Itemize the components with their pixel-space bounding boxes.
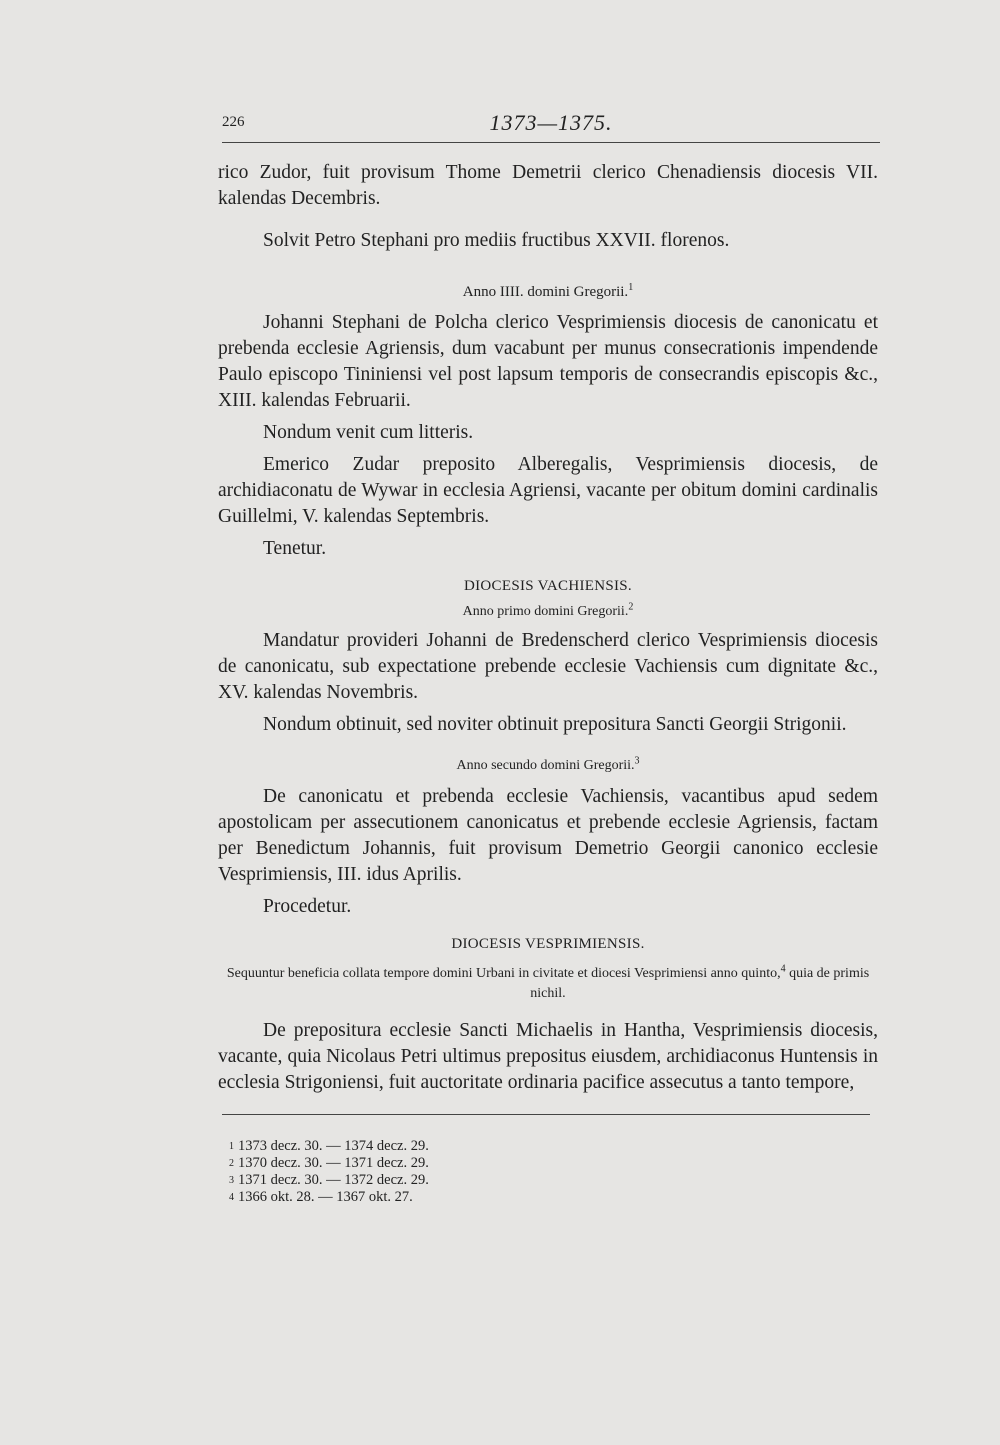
page-number: 226 [222,114,245,130]
section-note [218,964,878,1004]
paragraph: Mandatur provideri Johanni de Bredenscherd clerico Vesprimiensis diocesis de canonicatu, sub expectatione prebende ecclesie Vachiensis cum dignitate &c., XV. kalendas Novembris. [218,630,878,703]
footnote-text: 1373 decz. 30. — 1374 decz. 29. [238,1138,429,1154]
paragraph: Procedetur. [263,896,352,917]
paragraph: Johanni Stephani de Polcha clerico Vesprimiensis diocesis de canonicatu et prebenda ecclesie Agriensis, dum vacabunt per munus consecrationis impendende Paulo episcopo Tininiensi vel post lapsum temporis de consecrandis episcopis &c., XIII. kalendas Februarii. [218,312,878,411]
paragraph: rico Zudor, fuit provisum Thome Demetrii clerico Chenadiensis diocesis VII. kalendas Decembris. [218,162,878,209]
footnote-mark: 2 [229,1158,234,1169]
footnote-ref: 1 [628,282,634,293]
footnote [222,1155,622,1172]
footnote-ref: 2 [628,601,634,613]
running-head: 1373—1375. [489,110,613,135]
footnote-text: 1371 decz. 30. — 1372 decz. 29. [238,1172,429,1188]
paragraph: De canonicatu et prebenda ecclesie Vachiensis, vacantibus apud sedem apostolicam per assecutionem canonicatus et prebende ecclesie Agriensis, factam per Benedictum Johannis, fuit provisum Demetrio Georgii canonico ecclesie Vesprimiensis, III. idus Aprilis. [218,786,878,885]
paragraph: Nondum obtinuit, sed noviter obtinuit prepositura Sancti Georgii Strigonii. [263,714,847,735]
section-subheading [218,756,878,776]
footnote-mark: 1 [229,1141,234,1152]
paragraph: Solvit Petro Stephani pro mediis fructibus XXVII. florenos. [263,230,730,251]
footnote-mark: 3 [229,1175,234,1186]
page-header [222,108,880,143]
section-heading: DIOCESIS VACHIENSIS. [464,578,632,594]
subheading-text: Anno secundo domini Gregorii. [456,758,635,773]
main-text [218,160,878,1096]
section-note-text: quia de primis nichil. [530,966,870,1001]
footnote-divider [222,1114,870,1115]
footnote [222,1138,622,1155]
paragraph: De prepositura ecclesie Sancti Michaelis in Hantha, Vesprimiensis diocesis, vacante, quia Nicolaus Petri ultimus prepositus eiusdem, archidiaconus Huntensis in ecclesia Strigoniensi, fuit auctoritate ordinaria pacifice assecutus a tanto tempore, [218,1020,878,1093]
footnote-ref: 4 [780,963,786,975]
footnote [222,1189,622,1206]
paragraph: Tenetur. [263,538,327,559]
paragraph: Nondum venit cum litteris. [263,422,474,443]
subheading-text: Anno IIII. domini Gregorii. [462,284,629,300]
footnote [222,1172,622,1189]
footnote-mark: 4 [229,1192,234,1203]
paragraph: Emerico Zudar preposito Alberegalis, Vesprimiensis diocesis, de archidiaconatu de Wywar in ecclesia Agriensi, vacante per obitum domini cardinalis Guillelmi, V. kalendas Septembris. [218,454,878,527]
section-subheading [218,282,878,302]
footnote-text: 1366 okt. 28. — 1367 okt. 27. [238,1189,413,1205]
section-heading: DIOCESIS VESPRIMIENSIS. [451,936,645,952]
footnote-text: 1370 decz. 30. — 1371 decz. 29. [238,1155,429,1171]
footnote-ref: 3 [634,755,640,767]
section-note-text: Sequuntur beneficia collata tempore domini Urbani in civitate et diocesi Vesprimiensi anno quinto, [226,966,781,981]
subheading-text: Anno primo domini Gregorii. [462,604,629,619]
footnotes [222,1138,622,1206]
section-subheading [218,602,878,622]
